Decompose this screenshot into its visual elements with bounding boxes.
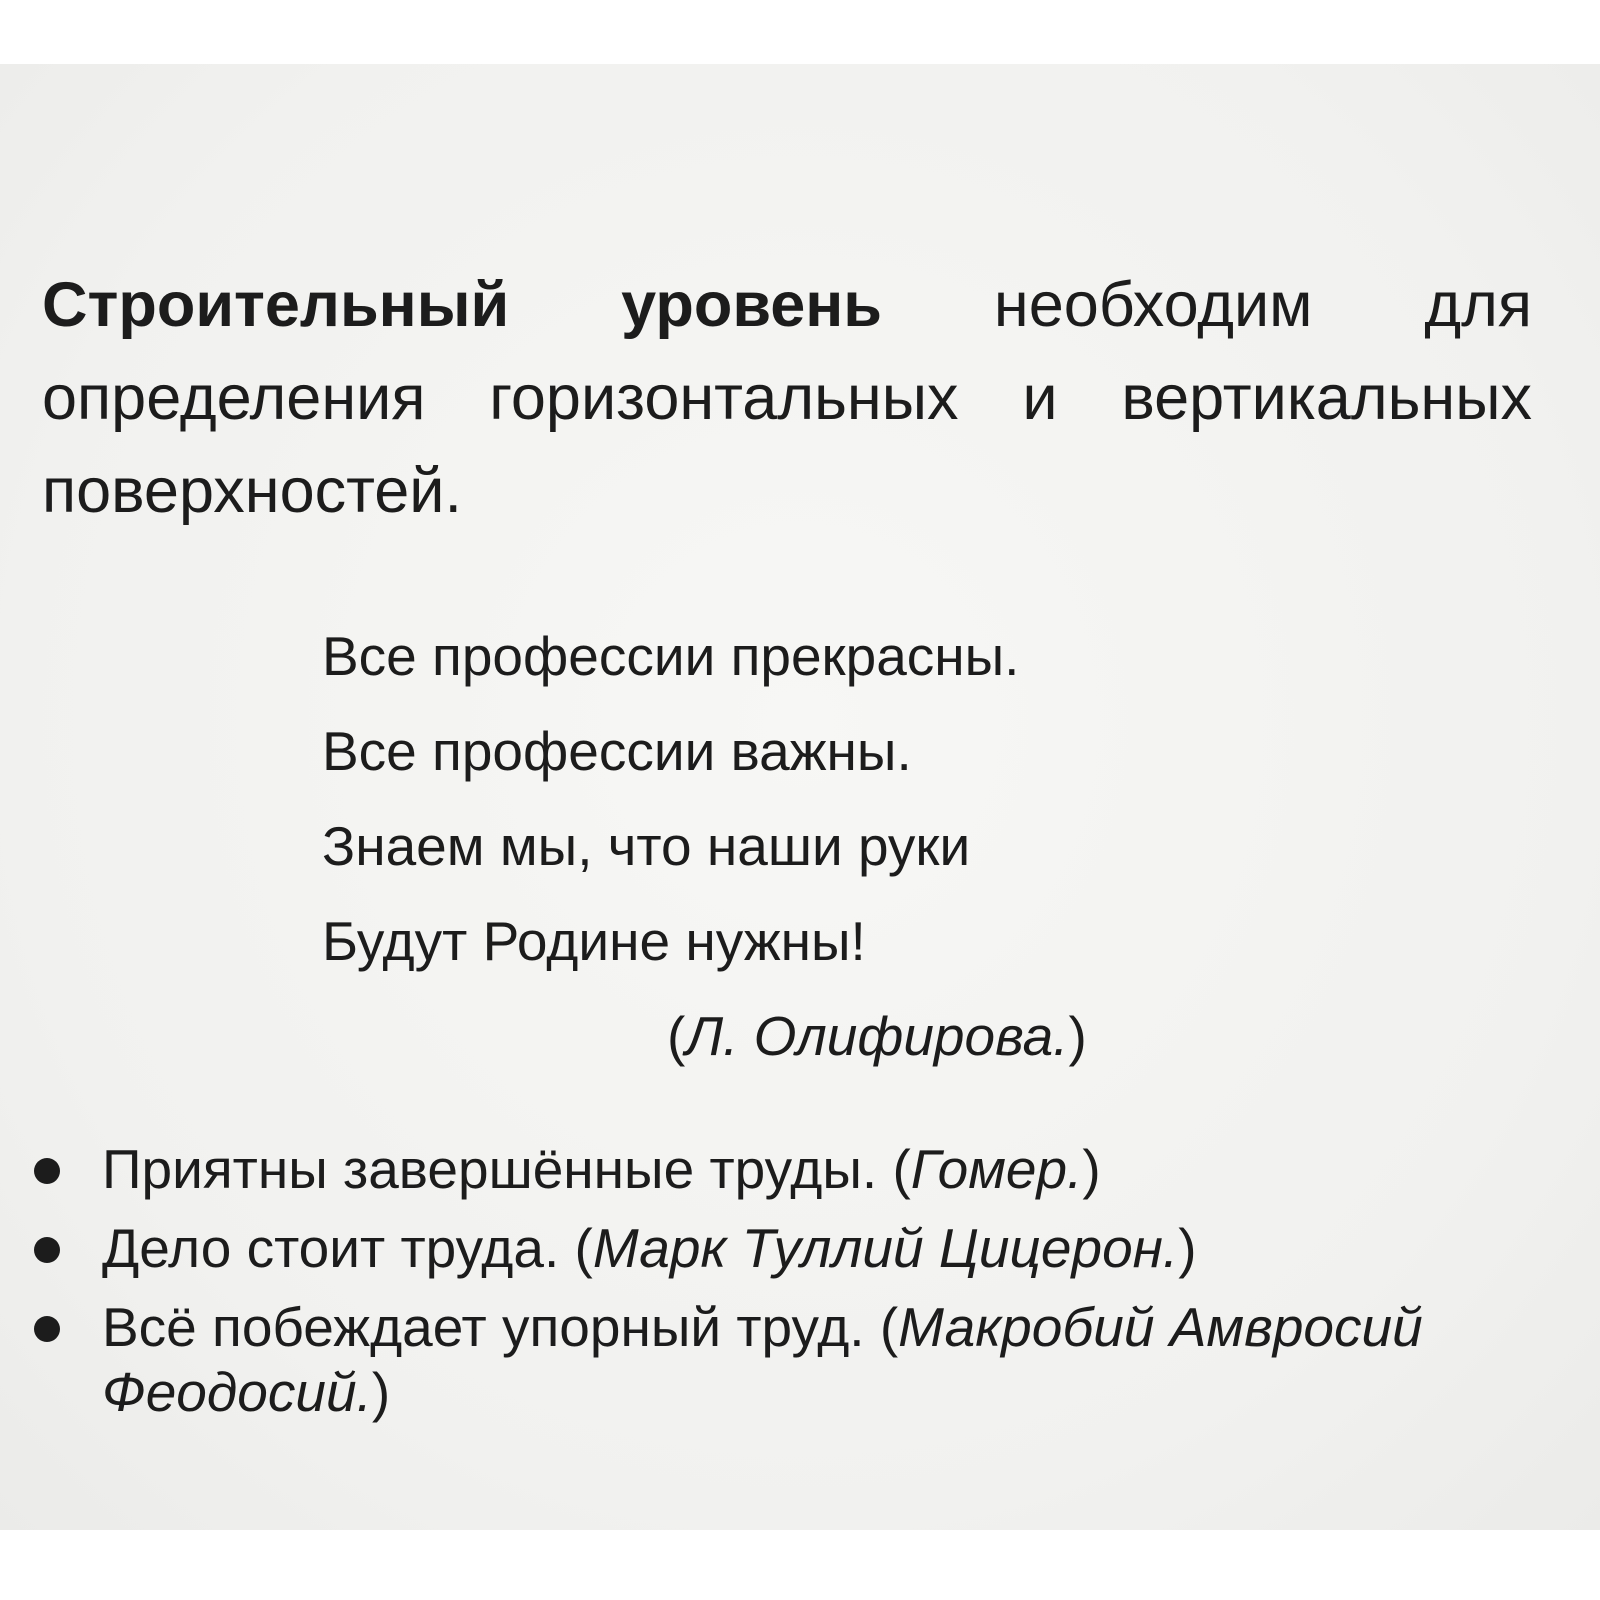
quote-text: Дело стоит труда.	[102, 1217, 560, 1279]
poem-author-name: Л. Олифирова.	[685, 1005, 1069, 1067]
intro-text: необходим для определения горизонтальных и вертикальных поверхностей.	[42, 270, 1532, 526]
poem-author: (Л. Олифирова.)	[667, 1005, 1087, 1067]
bullet-icon	[34, 1158, 60, 1184]
poem	[322, 609, 1282, 1084]
poem-line: Все профессии прекрасны.	[322, 625, 1020, 687]
list-item: Приятны завершённые труды. (Гомер.)	[30, 1137, 1550, 1202]
page-card	[0, 64, 1600, 1530]
quote-text: Всё побеждает упорный труд.	[102, 1296, 865, 1358]
list-item: Всё побеждает упорный труд. (Макробий Амвросий Феодосий.)	[30, 1295, 1550, 1425]
poem-line: Все профессии важны.	[322, 720, 912, 782]
quote-text: Приятны завершённые труды.	[102, 1138, 878, 1200]
intro-term: Строительный уровень	[42, 270, 883, 340]
bullet-icon	[34, 1237, 60, 1263]
poem-line: Будут Родине нужны!	[322, 910, 866, 972]
intro-paragraph	[42, 259, 1532, 538]
bullet-icon	[34, 1316, 60, 1342]
list-item: Дело стоит труда. (Марк Туллий Цицерон.)	[30, 1216, 1550, 1281]
poem-line: Знаем мы, что наши руки	[322, 815, 971, 877]
quote-author: Гомер.	[910, 1138, 1083, 1200]
quote-author: Марк Туллий Цицерон.	[592, 1217, 1179, 1279]
quote-author: Макробий Амвросий Феодосий.	[102, 1296, 1423, 1423]
quotes-list	[30, 1137, 1550, 1439]
